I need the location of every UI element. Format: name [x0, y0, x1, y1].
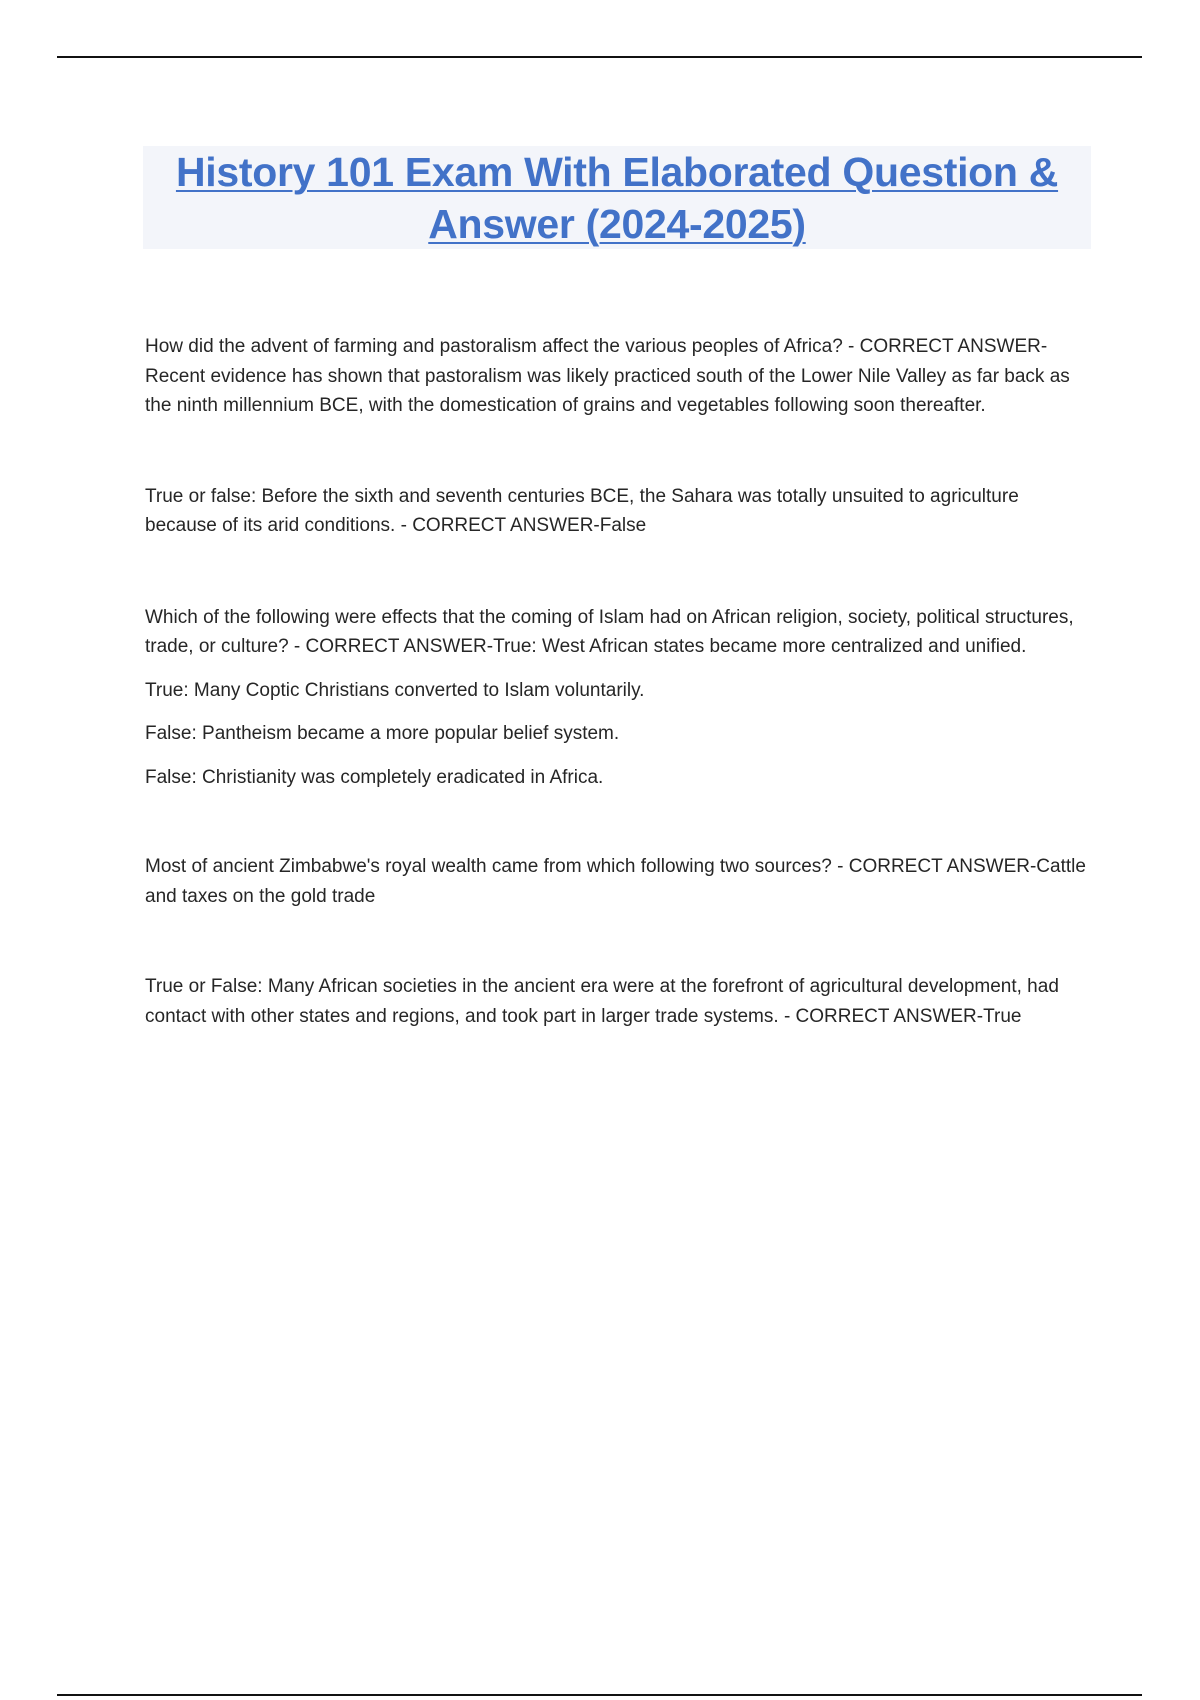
qa-item: [145, 482, 1095, 541]
qa-text: True or False: Many African societies in the ancient era were at the forefront of agricultural development, had contact with other states and regions, and took part in larger trade systems. - CORRECT ANSWER-True: [145, 976, 1059, 1027]
qa-text: How did the advent of farming and pastoralism affect the various peoples of Africa? - CORRECT ANSWER-Recent evidence has shown that pastoralism was likely practiced south of the Lower Nile Valley as far back as the ninth millennium BCE, with the domestication of grains and vegetables following soon thereafter.: [145, 336, 1070, 416]
qa-item: [145, 852, 1095, 911]
footer-rule: [57, 1694, 1142, 1696]
qa-answer-line: True: Many Coptic Christians converted to Islam voluntarily.: [145, 679, 645, 701]
qa-text: Most of ancient Zimbabwe's royal wealth came from which following two sources? - CORRECT ANSWER-Cattle and taxes on the gold trade: [145, 856, 1086, 907]
qa-answer-line: False: Pantheism became a more popular belief system.: [145, 723, 620, 744]
qa-item: [145, 972, 1095, 1031]
qa-item: [145, 332, 1095, 421]
qa-answer-line: False: Christianity was completely eradicated in Africa.: [145, 766, 604, 788]
qa-item: [145, 603, 1095, 793]
qa-list: [145, 332, 1095, 1031]
document-title: History 101 Exam With Elaborated Question & Answer (2024-2025): [175, 149, 1059, 247]
header-rule: [57, 56, 1142, 58]
qa-text: Which of the following were effects that the coming of Islam had on African religion, society, political structures, trade, or culture? - CORRECT ANSWER-True: West African states became more centralized and unified.: [145, 606, 1074, 657]
title-banner: [143, 146, 1091, 249]
qa-text: True or false: Before the sixth and seventh centuries BCE, the Sahara was totally unsuited to agriculture because of its arid conditions. - CORRECT ANSWER-False: [145, 485, 1019, 536]
